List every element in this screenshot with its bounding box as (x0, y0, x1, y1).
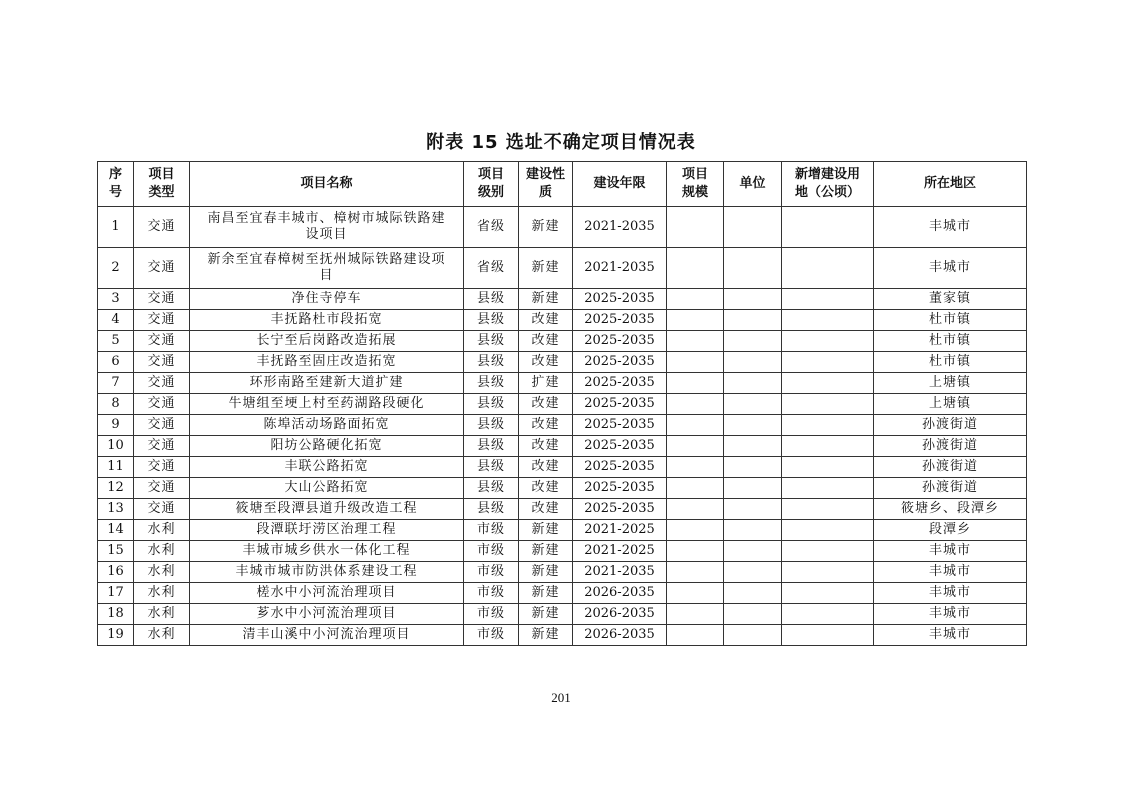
table-row (98, 394, 1027, 415)
cell-no: 19 (98, 625, 134, 646)
cell-level: 县级 (464, 478, 519, 499)
cell-unit (724, 604, 782, 625)
cell-level: 市级 (464, 604, 519, 625)
cell-no: 16 (98, 562, 134, 583)
cell-nature: 新建 (519, 207, 573, 248)
cell-years: 2021-2035 (573, 562, 667, 583)
table-row (98, 352, 1027, 373)
header-location: 所在地区 (874, 162, 1027, 207)
cell-level: 省级 (464, 207, 519, 248)
cell-unit (724, 207, 782, 248)
cell-scale (667, 289, 724, 310)
table-row (98, 520, 1027, 541)
cell-land (782, 415, 874, 436)
cell-nature: 新建 (519, 583, 573, 604)
cell-nature: 新建 (519, 520, 573, 541)
cell-land (782, 499, 874, 520)
cell-land (782, 207, 874, 248)
cell-type: 交通 (134, 457, 190, 478)
cell-type: 交通 (134, 310, 190, 331)
cell-land (782, 248, 874, 289)
cell-level: 省级 (464, 248, 519, 289)
cell-no: 5 (98, 331, 134, 352)
cell-no: 7 (98, 373, 134, 394)
cell-nature: 扩建 (519, 373, 573, 394)
cell-location: 丰城市 (874, 541, 1027, 562)
cell-type: 交通 (134, 289, 190, 310)
cell-unit (724, 352, 782, 373)
table-row (98, 478, 1027, 499)
cell-level: 县级 (464, 289, 519, 310)
cell-name: 丰城市城市防洪体系建设工程 (190, 562, 464, 583)
cell-level: 县级 (464, 310, 519, 331)
table-row (98, 373, 1027, 394)
cell-name: 净住寺停车 (190, 289, 464, 310)
cell-nature: 改建 (519, 310, 573, 331)
header-no: 序 号 (98, 162, 134, 207)
cell-years: 2025-2035 (573, 394, 667, 415)
cell-unit (724, 310, 782, 331)
cell-location: 孙渡街道 (874, 415, 1027, 436)
cell-unit (724, 562, 782, 583)
cell-name: 丰抚路至固庄改造拓宽 (190, 352, 464, 373)
cell-no: 8 (98, 394, 134, 415)
cell-nature: 新建 (519, 562, 573, 583)
table-row (98, 331, 1027, 352)
cell-scale (667, 541, 724, 562)
cell-name: 丰抚路杜市段拓宽 (190, 310, 464, 331)
cell-nature: 改建 (519, 478, 573, 499)
cell-land (782, 541, 874, 562)
cell-level: 县级 (464, 499, 519, 520)
cell-unit (724, 394, 782, 415)
cell-location: 丰城市 (874, 562, 1027, 583)
cell-type: 交通 (134, 331, 190, 352)
cell-name: 清丰山溪中小河流治理项目 (190, 625, 464, 646)
cell-land (782, 604, 874, 625)
cell-level: 县级 (464, 352, 519, 373)
cell-name: 芗水中小河流治理项目 (190, 604, 464, 625)
cell-no: 1 (98, 207, 134, 248)
cell-level: 县级 (464, 373, 519, 394)
cell-years: 2025-2035 (573, 331, 667, 352)
cell-scale (667, 207, 724, 248)
cell-type: 水利 (134, 541, 190, 562)
cell-name: 陈埠活动场路面拓宽 (190, 415, 464, 436)
projects-table (97, 161, 1027, 646)
cell-type: 交通 (134, 499, 190, 520)
cell-type: 交通 (134, 394, 190, 415)
cell-name: 大山公路拓宽 (190, 478, 464, 499)
cell-location: 上塘镇 (874, 373, 1027, 394)
cell-name: 丰城市城乡供水一体化工程 (190, 541, 464, 562)
cell-location: 丰城市 (874, 248, 1027, 289)
cell-location: 杜市镇 (874, 352, 1027, 373)
cell-location: 孙渡街道 (874, 457, 1027, 478)
cell-land (782, 562, 874, 583)
cell-scale (667, 604, 724, 625)
cell-no: 12 (98, 478, 134, 499)
table-row (98, 541, 1027, 562)
cell-location: 丰城市 (874, 583, 1027, 604)
header-type: 项目 类型 (134, 162, 190, 207)
cell-level: 市级 (464, 583, 519, 604)
cell-location: 杜市镇 (874, 310, 1027, 331)
cell-years: 2025-2035 (573, 478, 667, 499)
cell-name: 丰联公路拓宽 (190, 457, 464, 478)
cell-level: 市级 (464, 625, 519, 646)
cell-years: 2025-2035 (573, 310, 667, 331)
cell-unit (724, 248, 782, 289)
cell-scale (667, 373, 724, 394)
table-row (98, 499, 1027, 520)
cell-land (782, 625, 874, 646)
cell-nature: 新建 (519, 541, 573, 562)
cell-years: 2021-2025 (573, 520, 667, 541)
cell-nature: 改建 (519, 415, 573, 436)
cell-scale (667, 394, 724, 415)
cell-years: 2025-2035 (573, 352, 667, 373)
cell-unit (724, 331, 782, 352)
cell-years: 2021-2035 (573, 248, 667, 289)
cell-land (782, 457, 874, 478)
cell-land (782, 331, 874, 352)
cell-location: 杜市镇 (874, 331, 1027, 352)
cell-years: 2026-2035 (573, 625, 667, 646)
cell-land (782, 478, 874, 499)
cell-land (782, 583, 874, 604)
cell-name: 牛塘组至埂上村至药湖路段硬化 (190, 394, 464, 415)
cell-location: 丰城市 (874, 625, 1027, 646)
cell-level: 市级 (464, 541, 519, 562)
cell-location: 孙渡街道 (874, 478, 1027, 499)
table-row (98, 625, 1027, 646)
cell-years: 2026-2035 (573, 583, 667, 604)
table-row (98, 457, 1027, 478)
cell-no: 4 (98, 310, 134, 331)
cell-type: 水利 (134, 562, 190, 583)
cell-location: 丰城市 (874, 604, 1027, 625)
table-row (98, 583, 1027, 604)
table-body (98, 207, 1027, 646)
cell-nature: 改建 (519, 436, 573, 457)
cell-unit (724, 583, 782, 604)
table-row (98, 248, 1027, 289)
table-row (98, 604, 1027, 625)
cell-unit (724, 457, 782, 478)
cell-scale (667, 415, 724, 436)
cell-years: 2021-2035 (573, 207, 667, 248)
page-title: 附表 15 选址不确定项目情况表 (426, 132, 696, 153)
cell-scale (667, 352, 724, 373)
cell-nature: 改建 (519, 457, 573, 478)
cell-no: 6 (98, 352, 134, 373)
cell-years: 2025-2035 (573, 457, 667, 478)
cell-level: 县级 (464, 331, 519, 352)
header-level: 项目 级别 (464, 162, 519, 207)
cell-type: 水利 (134, 604, 190, 625)
cell-type: 交通 (134, 248, 190, 289)
header-nature: 建设性 质 (519, 162, 573, 207)
table-header-row (98, 162, 1027, 207)
header-scale: 项目 规模 (667, 162, 724, 207)
cell-location: 孙渡街道 (874, 436, 1027, 457)
cell-no: 14 (98, 520, 134, 541)
header-name: 项目名称 (190, 162, 464, 207)
cell-years: 2025-2035 (573, 415, 667, 436)
cell-name: 新余至宜春樟树至抚州城际铁路建设项 目 (190, 248, 464, 289)
table-row (98, 562, 1027, 583)
cell-nature: 改建 (519, 499, 573, 520)
cell-name: 环形南路至建新大道扩建 (190, 373, 464, 394)
cell-no: 15 (98, 541, 134, 562)
cell-scale (667, 499, 724, 520)
cell-name: 长宁至后岗路改造拓展 (190, 331, 464, 352)
cell-level: 市级 (464, 520, 519, 541)
cell-type: 交通 (134, 415, 190, 436)
cell-location: 上塘镇 (874, 394, 1027, 415)
cell-unit (724, 289, 782, 310)
cell-nature: 改建 (519, 352, 573, 373)
header-years: 建设年限 (573, 162, 667, 207)
cell-nature: 改建 (519, 394, 573, 415)
cell-land (782, 373, 874, 394)
cell-name: 阳坊公路硬化拓宽 (190, 436, 464, 457)
cell-land (782, 289, 874, 310)
cell-unit (724, 541, 782, 562)
table-row (98, 415, 1027, 436)
page-number: 201 (551, 690, 571, 705)
cell-unit (724, 373, 782, 394)
cell-name: 南昌至宜春丰城市、樟树市城际铁路建 设项目 (190, 207, 464, 248)
cell-scale (667, 520, 724, 541)
cell-scale (667, 436, 724, 457)
cell-type: 交通 (134, 436, 190, 457)
table-row (98, 436, 1027, 457)
cell-nature: 新建 (519, 289, 573, 310)
cell-land (782, 520, 874, 541)
cell-type: 交通 (134, 352, 190, 373)
cell-unit (724, 436, 782, 457)
cell-location: 董家镇 (874, 289, 1027, 310)
cell-no: 18 (98, 604, 134, 625)
cell-land (782, 352, 874, 373)
cell-name: 段潭联圩涝区治理工程 (190, 520, 464, 541)
cell-location: 筱塘乡、段潭乡 (874, 499, 1027, 520)
cell-location: 段潭乡 (874, 520, 1027, 541)
cell-years: 2025-2035 (573, 373, 667, 394)
cell-no: 17 (98, 583, 134, 604)
cell-scale (667, 478, 724, 499)
cell-unit (724, 520, 782, 541)
cell-level: 县级 (464, 436, 519, 457)
cell-no: 10 (98, 436, 134, 457)
cell-type: 水利 (134, 520, 190, 541)
cell-name: 槎水中小河流治理项目 (190, 583, 464, 604)
cell-nature: 改建 (519, 331, 573, 352)
table-row (98, 207, 1027, 248)
cell-no: 11 (98, 457, 134, 478)
cell-unit (724, 415, 782, 436)
cell-name: 筱塘至段潭县道升级改造工程 (190, 499, 464, 520)
cell-type: 水利 (134, 583, 190, 604)
cell-no: 13 (98, 499, 134, 520)
cell-type: 交通 (134, 373, 190, 394)
cell-nature: 新建 (519, 248, 573, 289)
cell-no: 3 (98, 289, 134, 310)
cell-scale (667, 310, 724, 331)
header-unit: 单位 (724, 162, 782, 207)
cell-land (782, 310, 874, 331)
cell-type: 交通 (134, 478, 190, 499)
cell-level: 市级 (464, 562, 519, 583)
table-row (98, 289, 1027, 310)
cell-scale (667, 625, 724, 646)
cell-location: 丰城市 (874, 207, 1027, 248)
cell-level: 县级 (464, 415, 519, 436)
cell-nature: 新建 (519, 625, 573, 646)
cell-years: 2025-2035 (573, 289, 667, 310)
cell-scale (667, 583, 724, 604)
cell-scale (667, 331, 724, 352)
cell-unit (724, 625, 782, 646)
cell-land (782, 436, 874, 457)
cell-years: 2026-2035 (573, 604, 667, 625)
cell-scale (667, 248, 724, 289)
cell-unit (724, 478, 782, 499)
cell-no: 9 (98, 415, 134, 436)
cell-level: 县级 (464, 457, 519, 478)
cell-years: 2025-2035 (573, 436, 667, 457)
cell-land (782, 394, 874, 415)
cell-scale (667, 457, 724, 478)
cell-years: 2021-2025 (573, 541, 667, 562)
cell-years: 2025-2035 (573, 499, 667, 520)
cell-level: 县级 (464, 394, 519, 415)
table-row (98, 310, 1027, 331)
cell-unit (724, 499, 782, 520)
cell-type: 水利 (134, 625, 190, 646)
cell-nature: 新建 (519, 604, 573, 625)
cell-type: 交通 (134, 207, 190, 248)
cell-scale (667, 562, 724, 583)
cell-no: 2 (98, 248, 134, 289)
header-land: 新增建设用 地（公顷） (782, 162, 874, 207)
